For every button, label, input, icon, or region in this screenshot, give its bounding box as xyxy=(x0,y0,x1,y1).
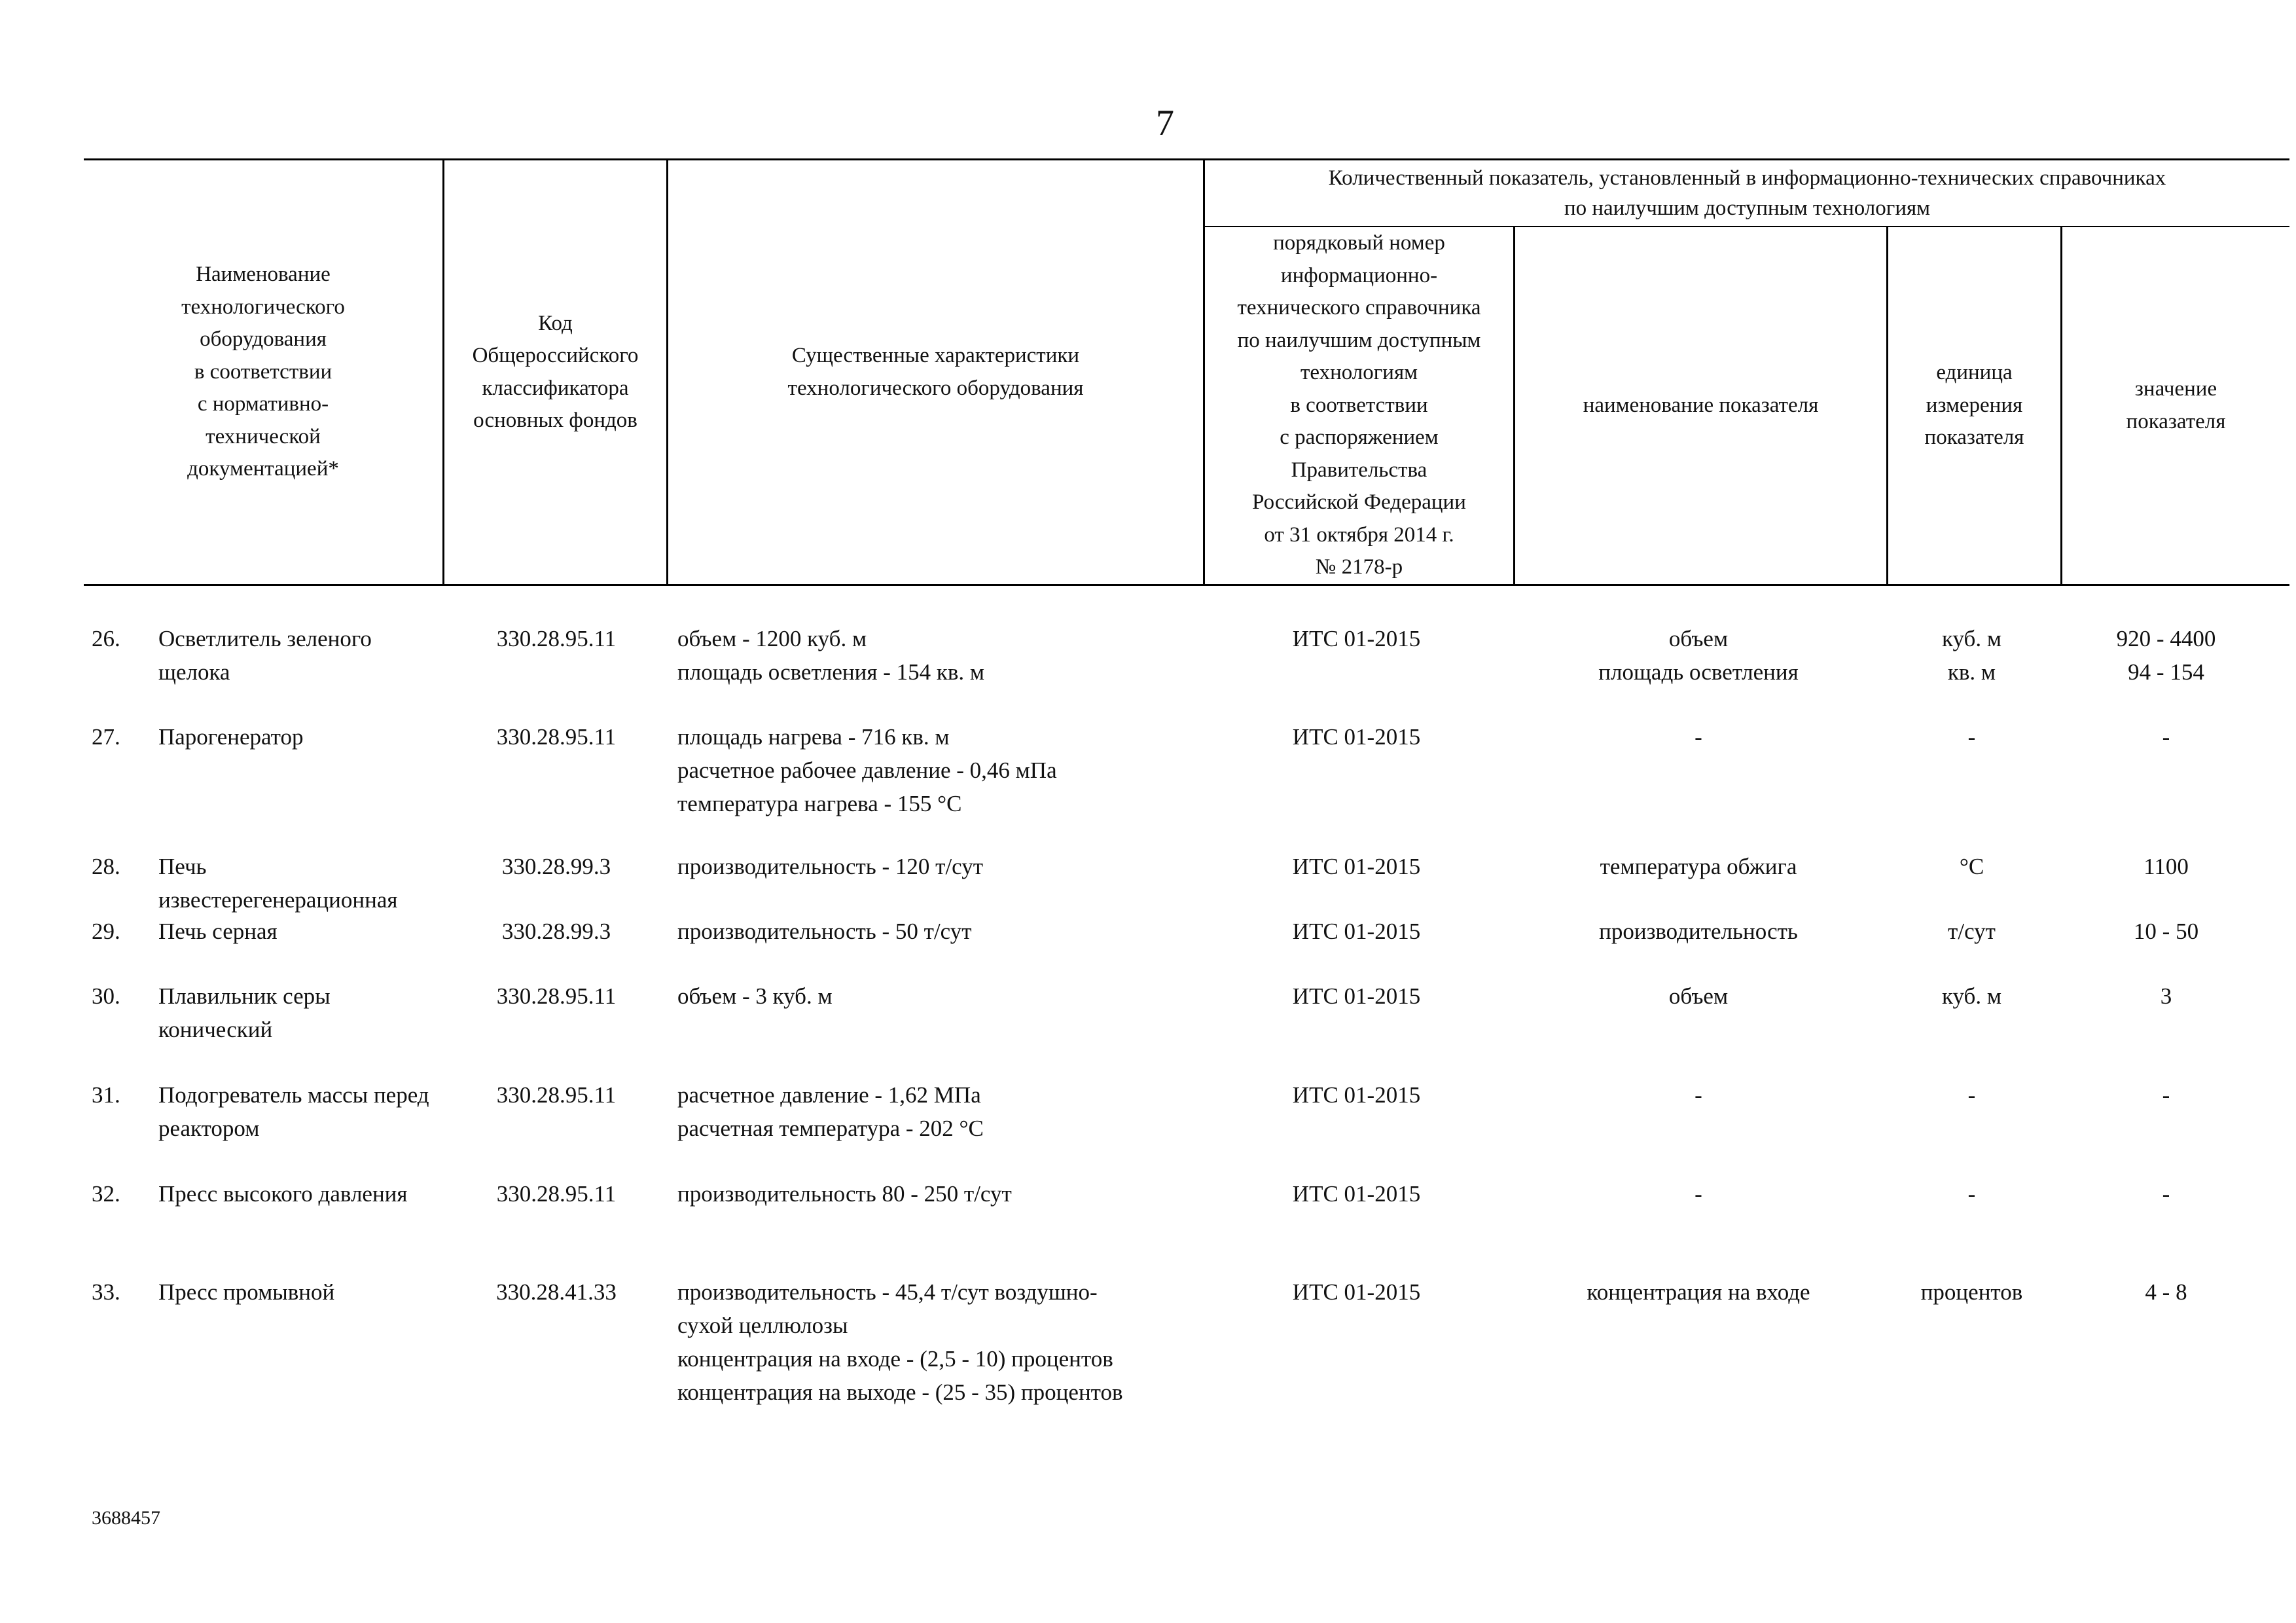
indicator-name: объем xyxy=(1668,983,1729,1009)
indicator-name: объем площадь осветления xyxy=(1598,626,1799,685)
equipment-name: Печь серная xyxy=(158,919,278,944)
equipment-specs: производительность - 120 т/сут xyxy=(677,854,984,879)
row-number: 33. xyxy=(92,1279,120,1305)
indicator-unit: - xyxy=(1967,1082,1976,1108)
row-number: 26. xyxy=(92,626,120,651)
indicator-name: - xyxy=(1695,1082,1702,1108)
okof-code: 330.28.95.11 xyxy=(496,1082,617,1108)
indicator-value: 4 - 8 xyxy=(2145,1279,2187,1305)
header-equipment-name: Наименование технологического оборудования в соответствии с нормативно- технической документацией* xyxy=(181,263,345,481)
indicator-value: 3 xyxy=(2160,983,2172,1009)
header-bottom-rule xyxy=(84,584,2289,586)
indicator-unit: т/сут xyxy=(1948,919,1996,944)
okof-code: 330.28.95.11 xyxy=(496,1181,617,1207)
indicator-value: - xyxy=(2162,1181,2170,1207)
its-number: ИТС 01-2015 xyxy=(1292,626,1421,651)
equipment-specs: производительность 80 - 250 т/сут xyxy=(677,1181,1012,1207)
equipment-specs: площадь нагрева - 716 кв. м расчетное рабочее давление - 0,46 мПа температура нагрева - 155 °С xyxy=(677,724,1057,816)
indicator-unit: куб. м xyxy=(1941,983,2001,1009)
its-number: ИТС 01-2015 xyxy=(1292,1279,1421,1305)
equipment-name: Пресс высокого давления xyxy=(158,1181,408,1207)
equipment-name: Плавильник серы конический xyxy=(158,983,331,1042)
equipment-specs: объем - 3 куб. м xyxy=(677,983,833,1009)
indicator-value: 1100 xyxy=(2144,854,2189,879)
its-number: ИТС 01-2015 xyxy=(1292,983,1421,1009)
indicator-unit: процентов xyxy=(1920,1279,2023,1305)
row-number: 28. xyxy=(92,854,120,879)
row-number: 29. xyxy=(92,919,120,944)
indicator-unit: куб. м кв. м xyxy=(1941,626,2001,685)
row-number: 31. xyxy=(92,1082,120,1108)
row-number: 27. xyxy=(92,724,120,750)
its-number: ИТС 01-2015 xyxy=(1292,919,1421,944)
indicator-name: - xyxy=(1695,1181,1702,1207)
equipment-specs: производительность - 45,4 т/сут воздушно- сухой целлюлозы концентрация на входе - (2,5 - 10) процентов концентрация на выходе - (25 - 35) процентов xyxy=(677,1279,1123,1405)
header-value: значение показателя xyxy=(2126,377,2226,433)
its-number: ИТС 01-2015 xyxy=(1292,724,1421,750)
document-code: 3688457 xyxy=(92,1507,160,1529)
indicator-name: температура обжига xyxy=(1600,854,1797,879)
header-indicator-name: наименование показателя xyxy=(1583,393,1819,417)
indicator-unit: - xyxy=(1967,1181,1976,1207)
equipment-specs: расчетное давление - 1,62 МПа расчетная температура - 202 °С xyxy=(677,1082,984,1141)
okof-code: 330.28.41.33 xyxy=(496,1279,617,1305)
header-specs: Существенные характеристики технологического оборудования xyxy=(787,344,1084,400)
okof-code: 330.28.95.11 xyxy=(496,983,617,1009)
page-number: 7 xyxy=(1156,103,1174,143)
indicator-name: концентрация на входе xyxy=(1587,1279,1810,1305)
okof-code: 330.28.99.3 xyxy=(501,854,611,879)
header-okof-code: Код Общероссийского классификатора основных фондов xyxy=(472,311,639,432)
indicator-value: 920 - 4400 94 - 154 xyxy=(2116,626,2216,685)
header-unit: единица измерения показателя xyxy=(1924,361,2024,450)
okof-code: 330.28.95.11 xyxy=(496,724,617,750)
header-its-number: порядковый номер информационно- технического справочника по наилучшим доступным технологиям в соответствии с распоряжением Правительства Российской Федерации от 31 октября 2014 г. № 2178-р xyxy=(1237,231,1481,579)
equipment-specs: объем - 1200 куб. м площадь осветления - 154 кв. м xyxy=(677,626,985,685)
equipment-name: Печь известерегенерационная xyxy=(158,854,398,913)
equipment-name: Подогреватель массы перед реактором xyxy=(158,1082,429,1141)
its-number: ИТС 01-2015 xyxy=(1292,1082,1421,1108)
indicator-value: 10 - 50 xyxy=(2133,919,2199,944)
equipment-name: Парогенератор xyxy=(158,724,304,750)
equipment-name: Осветлитель зеленого щелока xyxy=(158,626,372,685)
row-number: 32. xyxy=(92,1181,120,1207)
equipment-name: Пресс промывной xyxy=(158,1279,335,1305)
equipment-specs: производительность - 50 т/сут xyxy=(677,919,972,944)
its-number: ИТС 01-2015 xyxy=(1292,1181,1421,1207)
row-number: 30. xyxy=(92,983,120,1009)
okof-code: 330.28.95.11 xyxy=(496,626,617,651)
its-number: ИТС 01-2015 xyxy=(1292,854,1421,879)
indicator-value: - xyxy=(2162,1082,2170,1108)
indicator-unit: - xyxy=(1967,724,1976,750)
indicator-value: - xyxy=(2162,724,2170,750)
indicator-name: - xyxy=(1695,724,1702,750)
indicator-name: производительность xyxy=(1599,919,1798,944)
indicator-unit: °С xyxy=(1959,854,1984,879)
header-group-title: Количественный показатель, установленный в информационно-технических справочниках по наилучшим доступным технологиям xyxy=(1328,166,2166,220)
okof-code: 330.28.99.3 xyxy=(501,919,611,944)
